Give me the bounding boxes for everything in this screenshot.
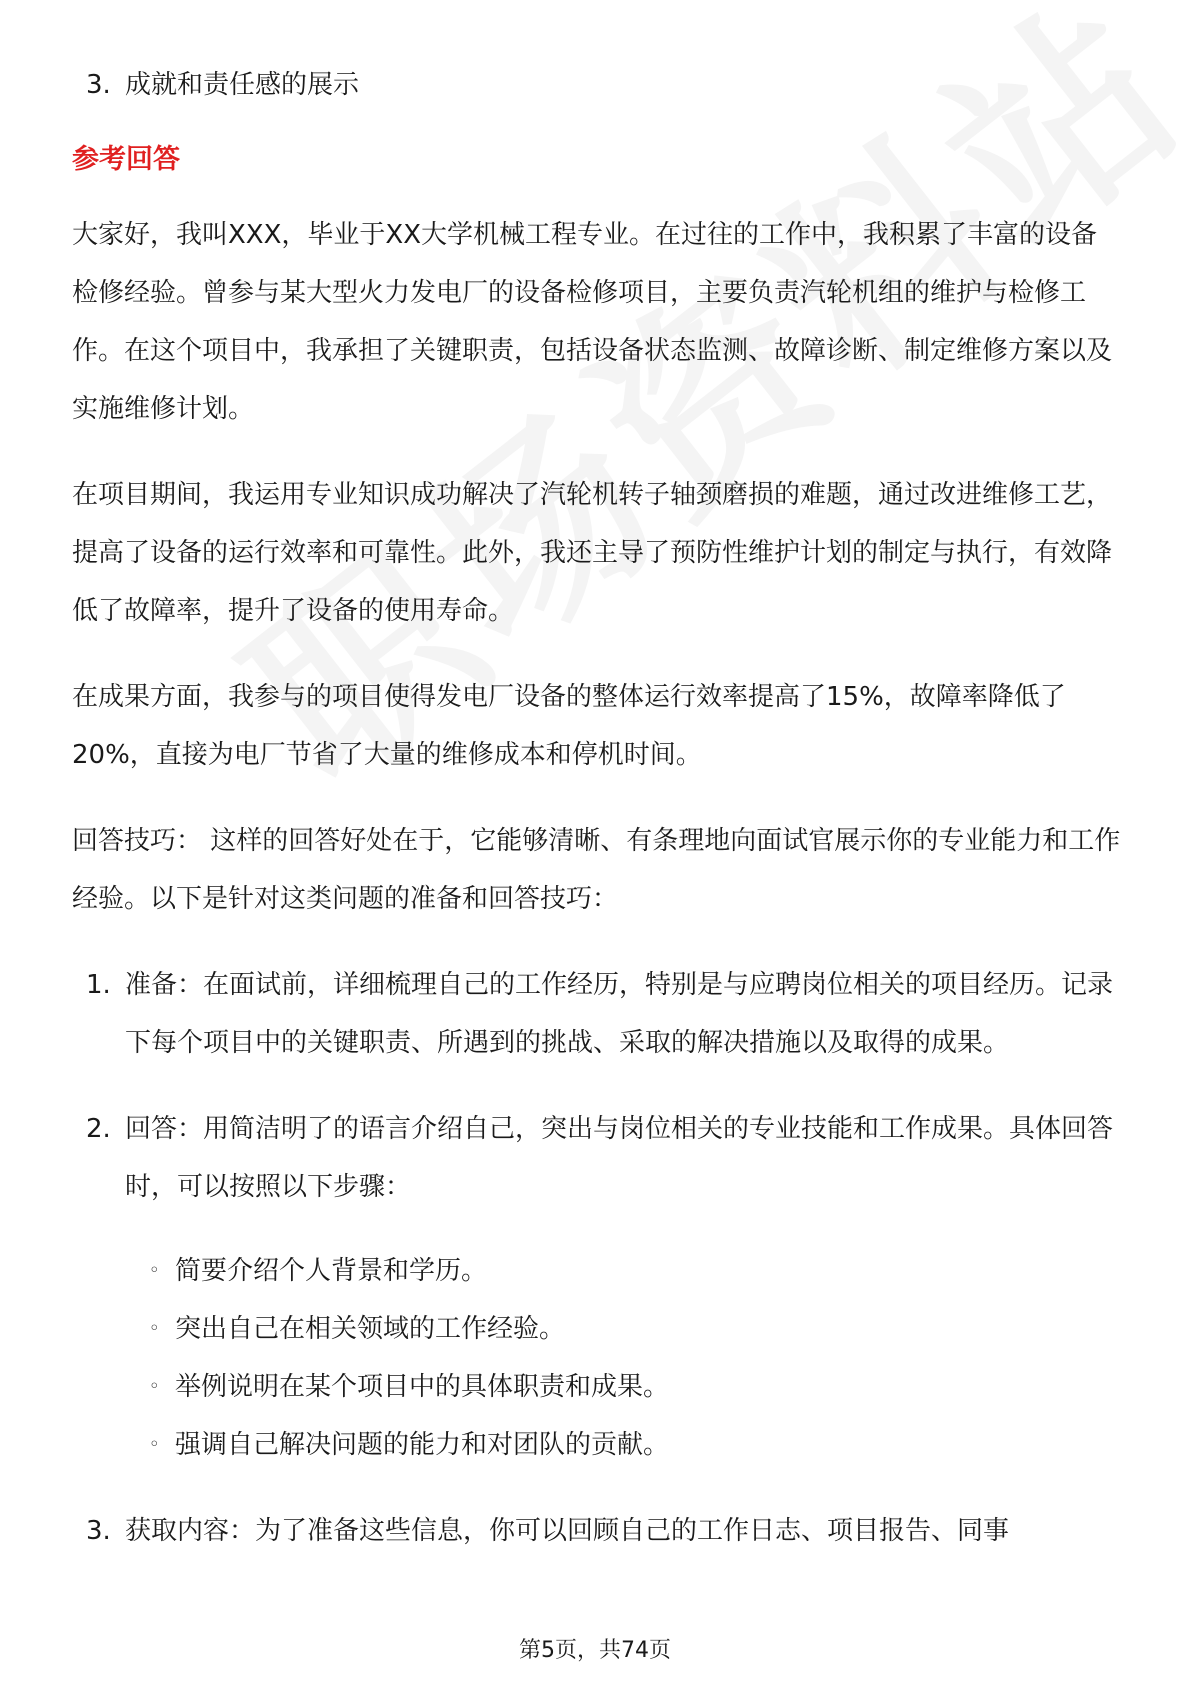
list-number: 3. xyxy=(86,70,111,100)
list-number: 3. xyxy=(86,1516,111,1546)
paragraph-intro: 大家好，我叫XXX，毕业于XX大学机械工程专业。在过往的工作中，我积累了丰富的设备检修经验。曾参与某大型火力发电厂的设备检修项目，主要负责汽轮机组的维护与检修工作。在这个项目中，我承担了关键职责，包括设备状态监测、故障诊断、制定维修方案以及实施维修计划。 xyxy=(72,220,1113,424)
list-number: 2. xyxy=(86,1114,111,1144)
tips-list-item xyxy=(72,1502,1122,1560)
sublist-item xyxy=(149,1358,1122,1416)
list-item-text: 回答：用简洁明了的语言介绍自己，突出与岗位相关的专业技能和工作成果。具体回答时，可以按照以下步骤： xyxy=(125,1114,1114,1202)
sublist-item-text: 突出自己在相关领域的工作经验。 xyxy=(175,1314,566,1344)
sublist-item xyxy=(149,1242,1122,1300)
tips-list-item xyxy=(72,1100,1122,1474)
sublist-item-text: 强调自己解决问题的能力和对团队的贡献。 xyxy=(175,1430,670,1460)
steps-sublist xyxy=(72,1242,1122,1474)
paragraph-project: 在项目期间，我运用专业知识成功解决了汽轮机转子轴颈磨损的难题，通过改进维修工艺，提高了设备的运行效率和可靠性。此外，我还主导了预防性维护计划的制定与执行，有效降低了故障率，提升了设备的使用寿命。 xyxy=(72,480,1113,626)
list-item xyxy=(72,1100,1122,1216)
tips-list-item xyxy=(72,956,1122,1072)
circle-bullet-icon: ◦ xyxy=(149,1318,160,1339)
sublist-item xyxy=(149,1300,1122,1358)
circle-bullet-icon: ◦ xyxy=(149,1434,160,1455)
page-number-footer: 第5页，共74页 xyxy=(519,1638,671,1663)
list-item-text: 成就和责任感的展示 xyxy=(125,70,360,100)
paragraph-results: 在成果方面，我参与的项目使得发电厂设备的整体运行效率提高了15%，故障率降低了20%，直接为电厂节省了大量的维修成本和停机时间。 xyxy=(72,682,1066,770)
list-item-text: 获取内容：为了准备这些信息，你可以回顾自己的工作日志、项目报告、同事 xyxy=(125,1516,1010,1546)
sublist-item xyxy=(149,1416,1122,1474)
list-item xyxy=(72,1502,1122,1560)
sublist-item-text: 举例说明在某个项目中的具体职责和成果。 xyxy=(175,1372,670,1402)
reference-answer-heading: 参考回答 xyxy=(72,144,180,175)
circle-bullet-icon: ◦ xyxy=(149,1260,160,1281)
list-item-text: 准备：在面试前，详细梳理自己的工作经历，特别是与应聘岗位相关的项目经历。记录下每个项目中的关键职责、所遇到的挑战、采取的解决措施以及取得的成果。 xyxy=(125,970,1114,1058)
page-content xyxy=(72,56,1122,1588)
list-number: 1. xyxy=(86,970,111,1000)
list-item xyxy=(72,56,1122,114)
circle-bullet-icon: ◦ xyxy=(149,1376,160,1397)
sublist-item-text: 简要介绍个人背景和学历。 xyxy=(175,1256,488,1286)
list-item xyxy=(72,956,1122,1072)
paragraph-tips-intro: 回答技巧： 这样的回答好处在于，它能够清晰、有条理地向面试官展示你的专业能力和工作经验。以下是针对这类问题的准备和回答技巧： xyxy=(72,826,1121,914)
